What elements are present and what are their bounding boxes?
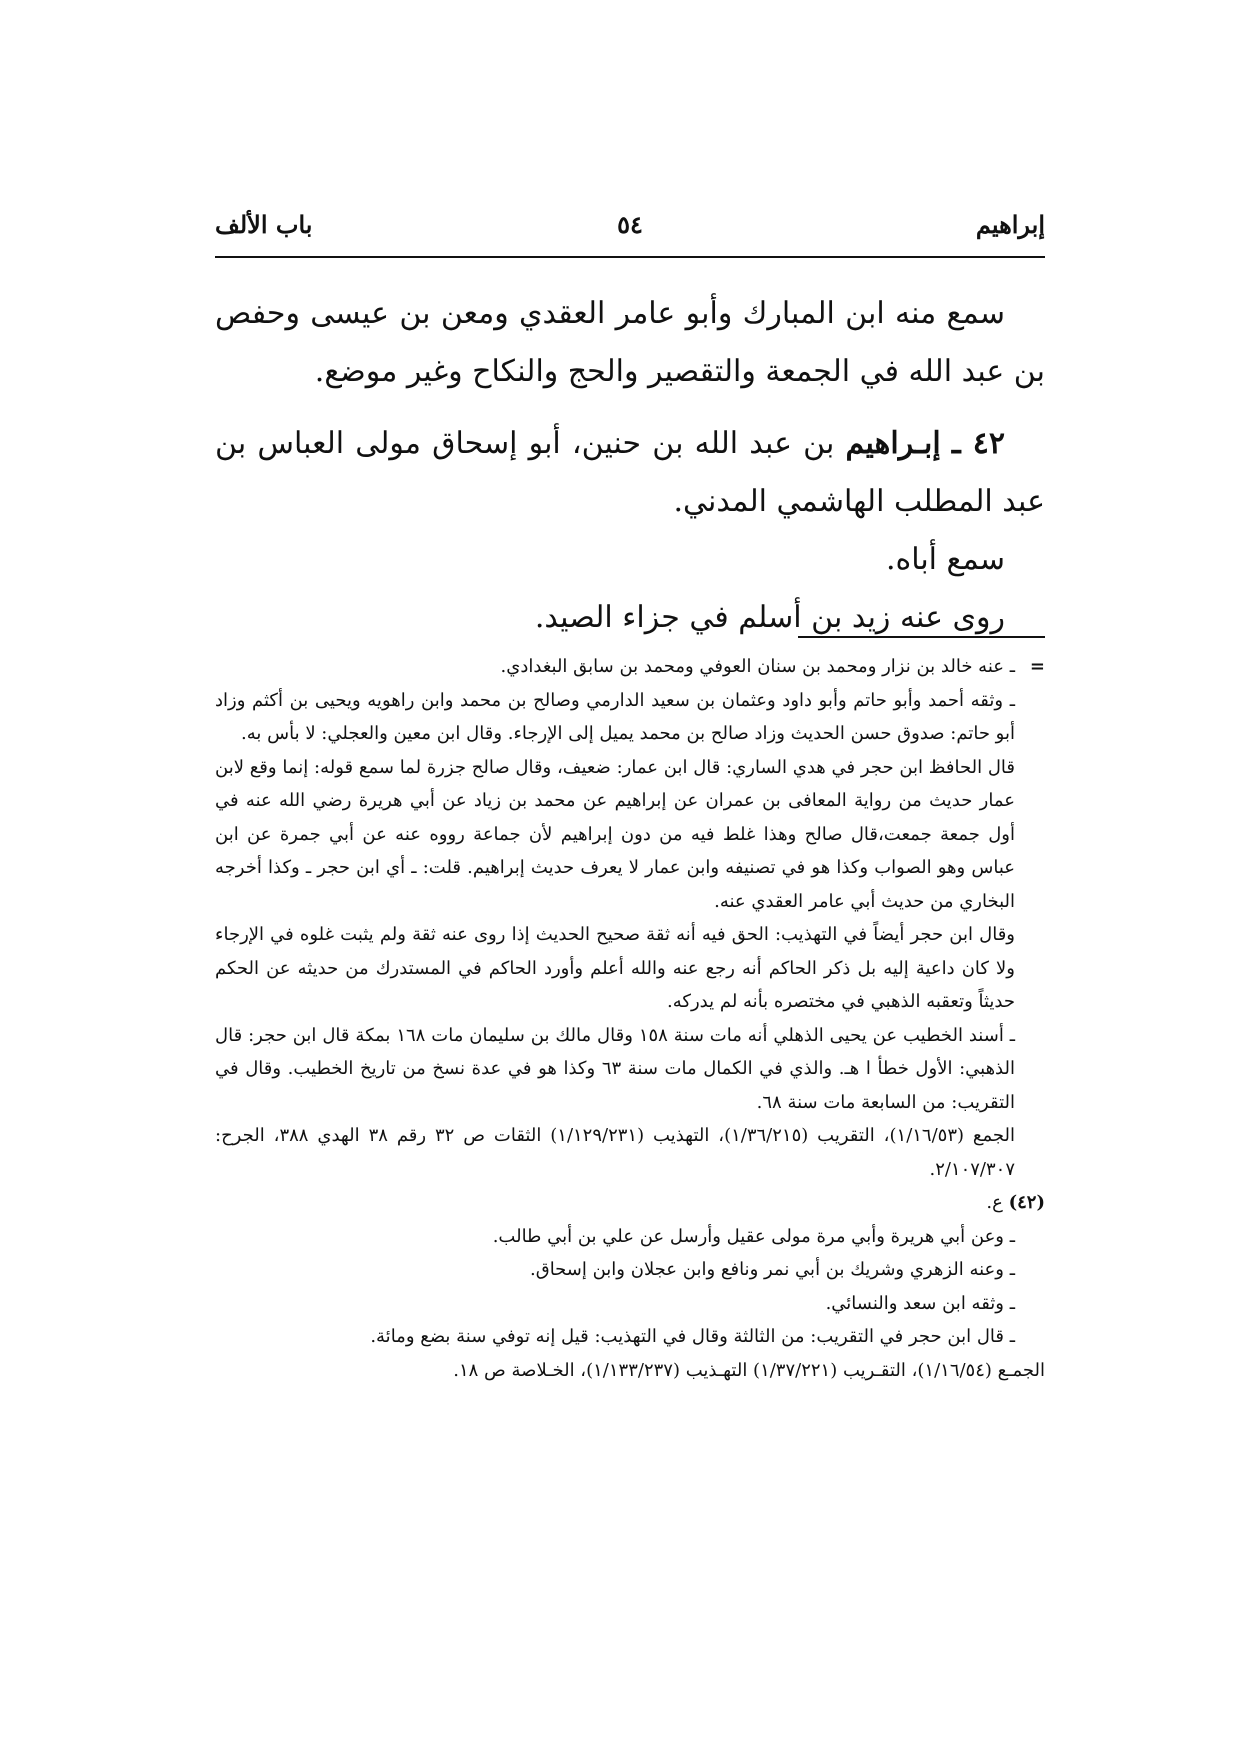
footnote-42-body bbox=[215, 1220, 1045, 1354]
entry-description: بن عبد الله بن حنين، أبو إسحاق مولى العباس بن عبد المطلب الهاشمي المدني. bbox=[215, 426, 1045, 519]
footnote-line: ـ أسند الخطيب عن يحيى الذهلي أنه مات سنة ١٥٨ وقال مالك بن سليمان مات ١٦٨ بمكة قال ابن حجر: قال الذهبي: الأول خطأ ا هـ. والذي في الكمال مات سنة ٦٣ وكذا هو في عدة نسخ من تاريخ الخطيب. وقال في التقريب: من السابعة مات سنة ٦٨. bbox=[215, 1024, 1015, 1113]
entry-number: ٤٢ ـ bbox=[951, 426, 1005, 461]
footnote-42-heading bbox=[215, 1186, 1045, 1220]
footnote-continued bbox=[215, 650, 1045, 1186]
footnote-line: قال الحافظ ابن حجر في هدي الساري: قال ابن عمار: ضعيف، وقال صالح جزرة لما سمع قوله: إنما وقع لابن عمار حديث من رواية المعافى بن عمران عن إبراهيم عن محمد بن زياد عن أبي هريرة رضي الله عنه في أول جمعة جمعت،قال صالح وهذا غلط فيه من دون إبراهيم لأن جماعة رووه عنه عن أبي جمرة عن ابن عباس وهو الصواب وكذا هو في تصنيفه وابن عمار لا يعرف حديث إبراهيم. قلت: ـ أي ابن حجر ـ وكذا أخرجه البخاري من حديث أبي عامر العقدي عنه. bbox=[215, 756, 1015, 912]
running-header bbox=[215, 210, 1045, 250]
footnote-marker: (٤٢) bbox=[1008, 1192, 1045, 1213]
footnotes bbox=[215, 650, 1045, 1387]
header-rule bbox=[215, 256, 1045, 258]
footnote-line: ـ وعن أبي هريرة وأبي مرة مولى عقيل وأرسل عن علي بن أبي طالب. bbox=[492, 1225, 1015, 1247]
entry-heard-line: سمع أباه. bbox=[885, 542, 1005, 577]
entry-narrated-line: روى عنه زيد بن أسلم في جزاء الصيد. bbox=[534, 600, 1005, 635]
header-entry-name: إبراهيم bbox=[975, 210, 1045, 239]
page-number: ٥٤ bbox=[617, 210, 643, 239]
footnote-42-code: ع. bbox=[986, 1192, 1009, 1213]
continuation-mark: = bbox=[1029, 656, 1045, 677]
footnote-line: ـ قال ابن حجر في التقريب: من الثالثة وقال في التهذيب: قيل إنه توفي سنة بضع ومائة. bbox=[370, 1326, 1015, 1347]
entry-42-heading bbox=[215, 415, 1045, 531]
footnote-line: الجمع (١/١٦/٥٣)، التقريب (١/٣٦/٢١٥)، التهذيب (١/١٢٩/٢٣١) الثقات ص ٣٢ رقم ٣٨ الهدي ٣٨٨، الجرح: ٢/١٠٧/٣٠٧. bbox=[215, 1125, 1016, 1180]
main-text bbox=[215, 285, 1045, 647]
footnote-line: ـ عنه خالد بن نزار ومحمد بن سنان العوفي ومحمد بن سابق البغدادي. bbox=[500, 656, 1015, 677]
paragraph-heard-from: سمع منه ابن المبارك وأبو عامر العقدي ومعن بن عيسى وحفص بن عبد الله في الجمعة والتقصير والحج والنكاح وغير موضع. bbox=[215, 296, 1045, 389]
footnote-line: ـ وعنه الزهري وشريك بن أبي نمر ونافع وابن عجلان وابن إسحاق. bbox=[530, 1259, 1015, 1280]
footnote-line: الجمـع (١/١٦/٥٤)، التقـريب (١/٣٧/٢٢١) التهـذيب (١/١٣٣/٢٣٧)، الخـلاصة ص ١٨. bbox=[453, 1359, 1045, 1381]
entry-name: إبـراهيم bbox=[845, 426, 941, 461]
footnote-line: وقال ابن حجر أيضاً في التهذيب: الحق فيه أنه ثقة صحيح الحديث إذا روى عنه ثقة ولم يثبت غلوه في الإرجاء ولا كان داعية إليه بل ذكر الحاكم أنه رجع عنه والله أعلم وأورد الحاكم في المستدرك من حديثه عن الحكم حديثاً وتعقبه الذهبي في مختصره بأنه لم يدركه. bbox=[215, 924, 1015, 1012]
footnote-line: ـ وثقه أحمد وأبو حاتم وأبو داود وعثمان بن سعيد الدارمي وصالح بن محمد وابن راهويه ويحيى بن أكثم وزاد أبو حاتم: صدوق حسن الحديث وزاد صالح بن محمد يميل إلى الإرجاء. وقال ابن معين والعجلي: لا بأس به. bbox=[215, 689, 1015, 744]
footnote-line: ـ وثقه ابن سعد والنسائي. bbox=[825, 1292, 1015, 1314]
header-chapter-title: باب الألف bbox=[215, 210, 313, 239]
footnote-separator bbox=[798, 636, 1045, 638]
